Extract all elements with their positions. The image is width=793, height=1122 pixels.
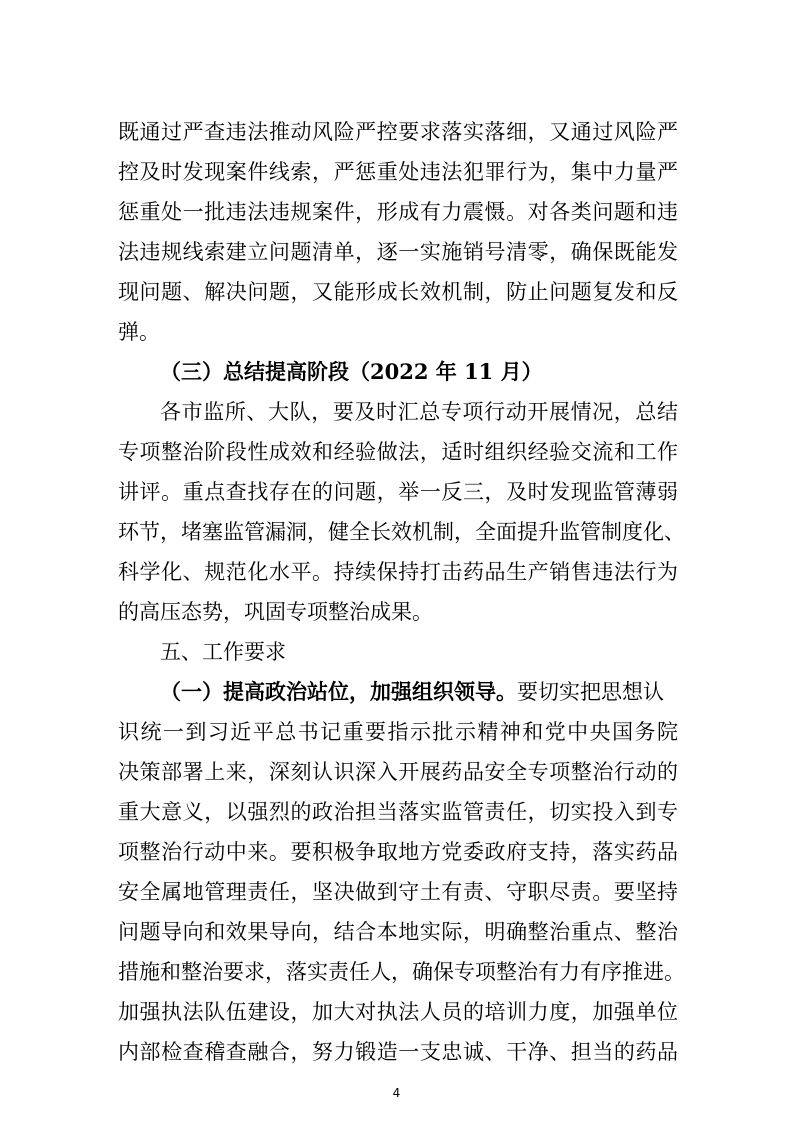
section-heading: （三）总结提高阶段（2022 年 11 月） [160, 359, 543, 384]
body-line: 讲评。重点查找存在的问题，举一反三，及时发现监管薄弱 [118, 480, 678, 504]
body-line: 加强执法队伍建设，加大对执法人员的培训力度，加强单位 [118, 1000, 678, 1024]
body-line: 法违规线索建立问题清单，逐一实施销号清零，确保既能发 [118, 240, 678, 264]
body-line: 措施和整治要求，落实责任人，确保专项整治有力有序推进。 [118, 960, 685, 984]
body-line: 控及时发现案件线索，严惩重处违法犯罪行为，集中力量严 [118, 160, 678, 184]
body-line: 内部检查稽查融合，努力锻造一支忠诚、干净、担当的药品 [118, 1040, 678, 1064]
body-line: 安全属地管理责任，坚决做到守土有责、守职尽责。要坚持 [118, 880, 678, 904]
body-line: 问题导向和效果导向，结合本地实际，明确整治重点、整治 [118, 920, 678, 944]
body-line: 各市监所、大队，要及时汇总专项行动开展情况，总结 [160, 400, 678, 424]
subsection-heading: （一）提高政治站位，加强组织领导。 [160, 679, 517, 704]
body-line: 既通过严查违法推动风险严控要求落实落细，又通过风险严 [118, 120, 678, 144]
body-line: 弹。 [118, 320, 160, 344]
body-line [160, 672, 680, 712]
body-line: 重大意义，以强烈的政治担当落实监管责任，切实投入到专 [118, 800, 678, 824]
body-line: 项整治行动中来。要积极争取地方党委政府支持，落实药品 [118, 840, 678, 864]
body-text: 要切实把思想认 [517, 680, 664, 704]
chapter-heading: 五、工作要求 [160, 640, 286, 664]
body-line: 惩重处一批违法违规案件，形成有力震慑。对各类问题和违 [118, 200, 678, 224]
body-line: 现问题、解决问题，又能形成长效机制，防止问题复发和反 [118, 280, 678, 304]
body-line: 的高压态势，巩固专项整治成果。 [118, 600, 433, 624]
body-line: 决策部署上来，深刻认识深入开展药品安全专项整治行动的 [118, 760, 678, 784]
body-line: 科学化、规范化水平。持续保持打击药品生产销售违法行为 [118, 560, 678, 584]
page-number: 4 [392, 1086, 401, 1100]
body-line: 环节，堵塞监管漏洞，健全长效机制，全面提升监管制度化、 [118, 520, 685, 544]
body-line: 专项整治阶段性成效和经验做法，适时组织经验交流和工作 [118, 440, 678, 464]
body-line: 识统一到习近平总书记重要指示批示精神和党中央国务院 [118, 720, 678, 744]
